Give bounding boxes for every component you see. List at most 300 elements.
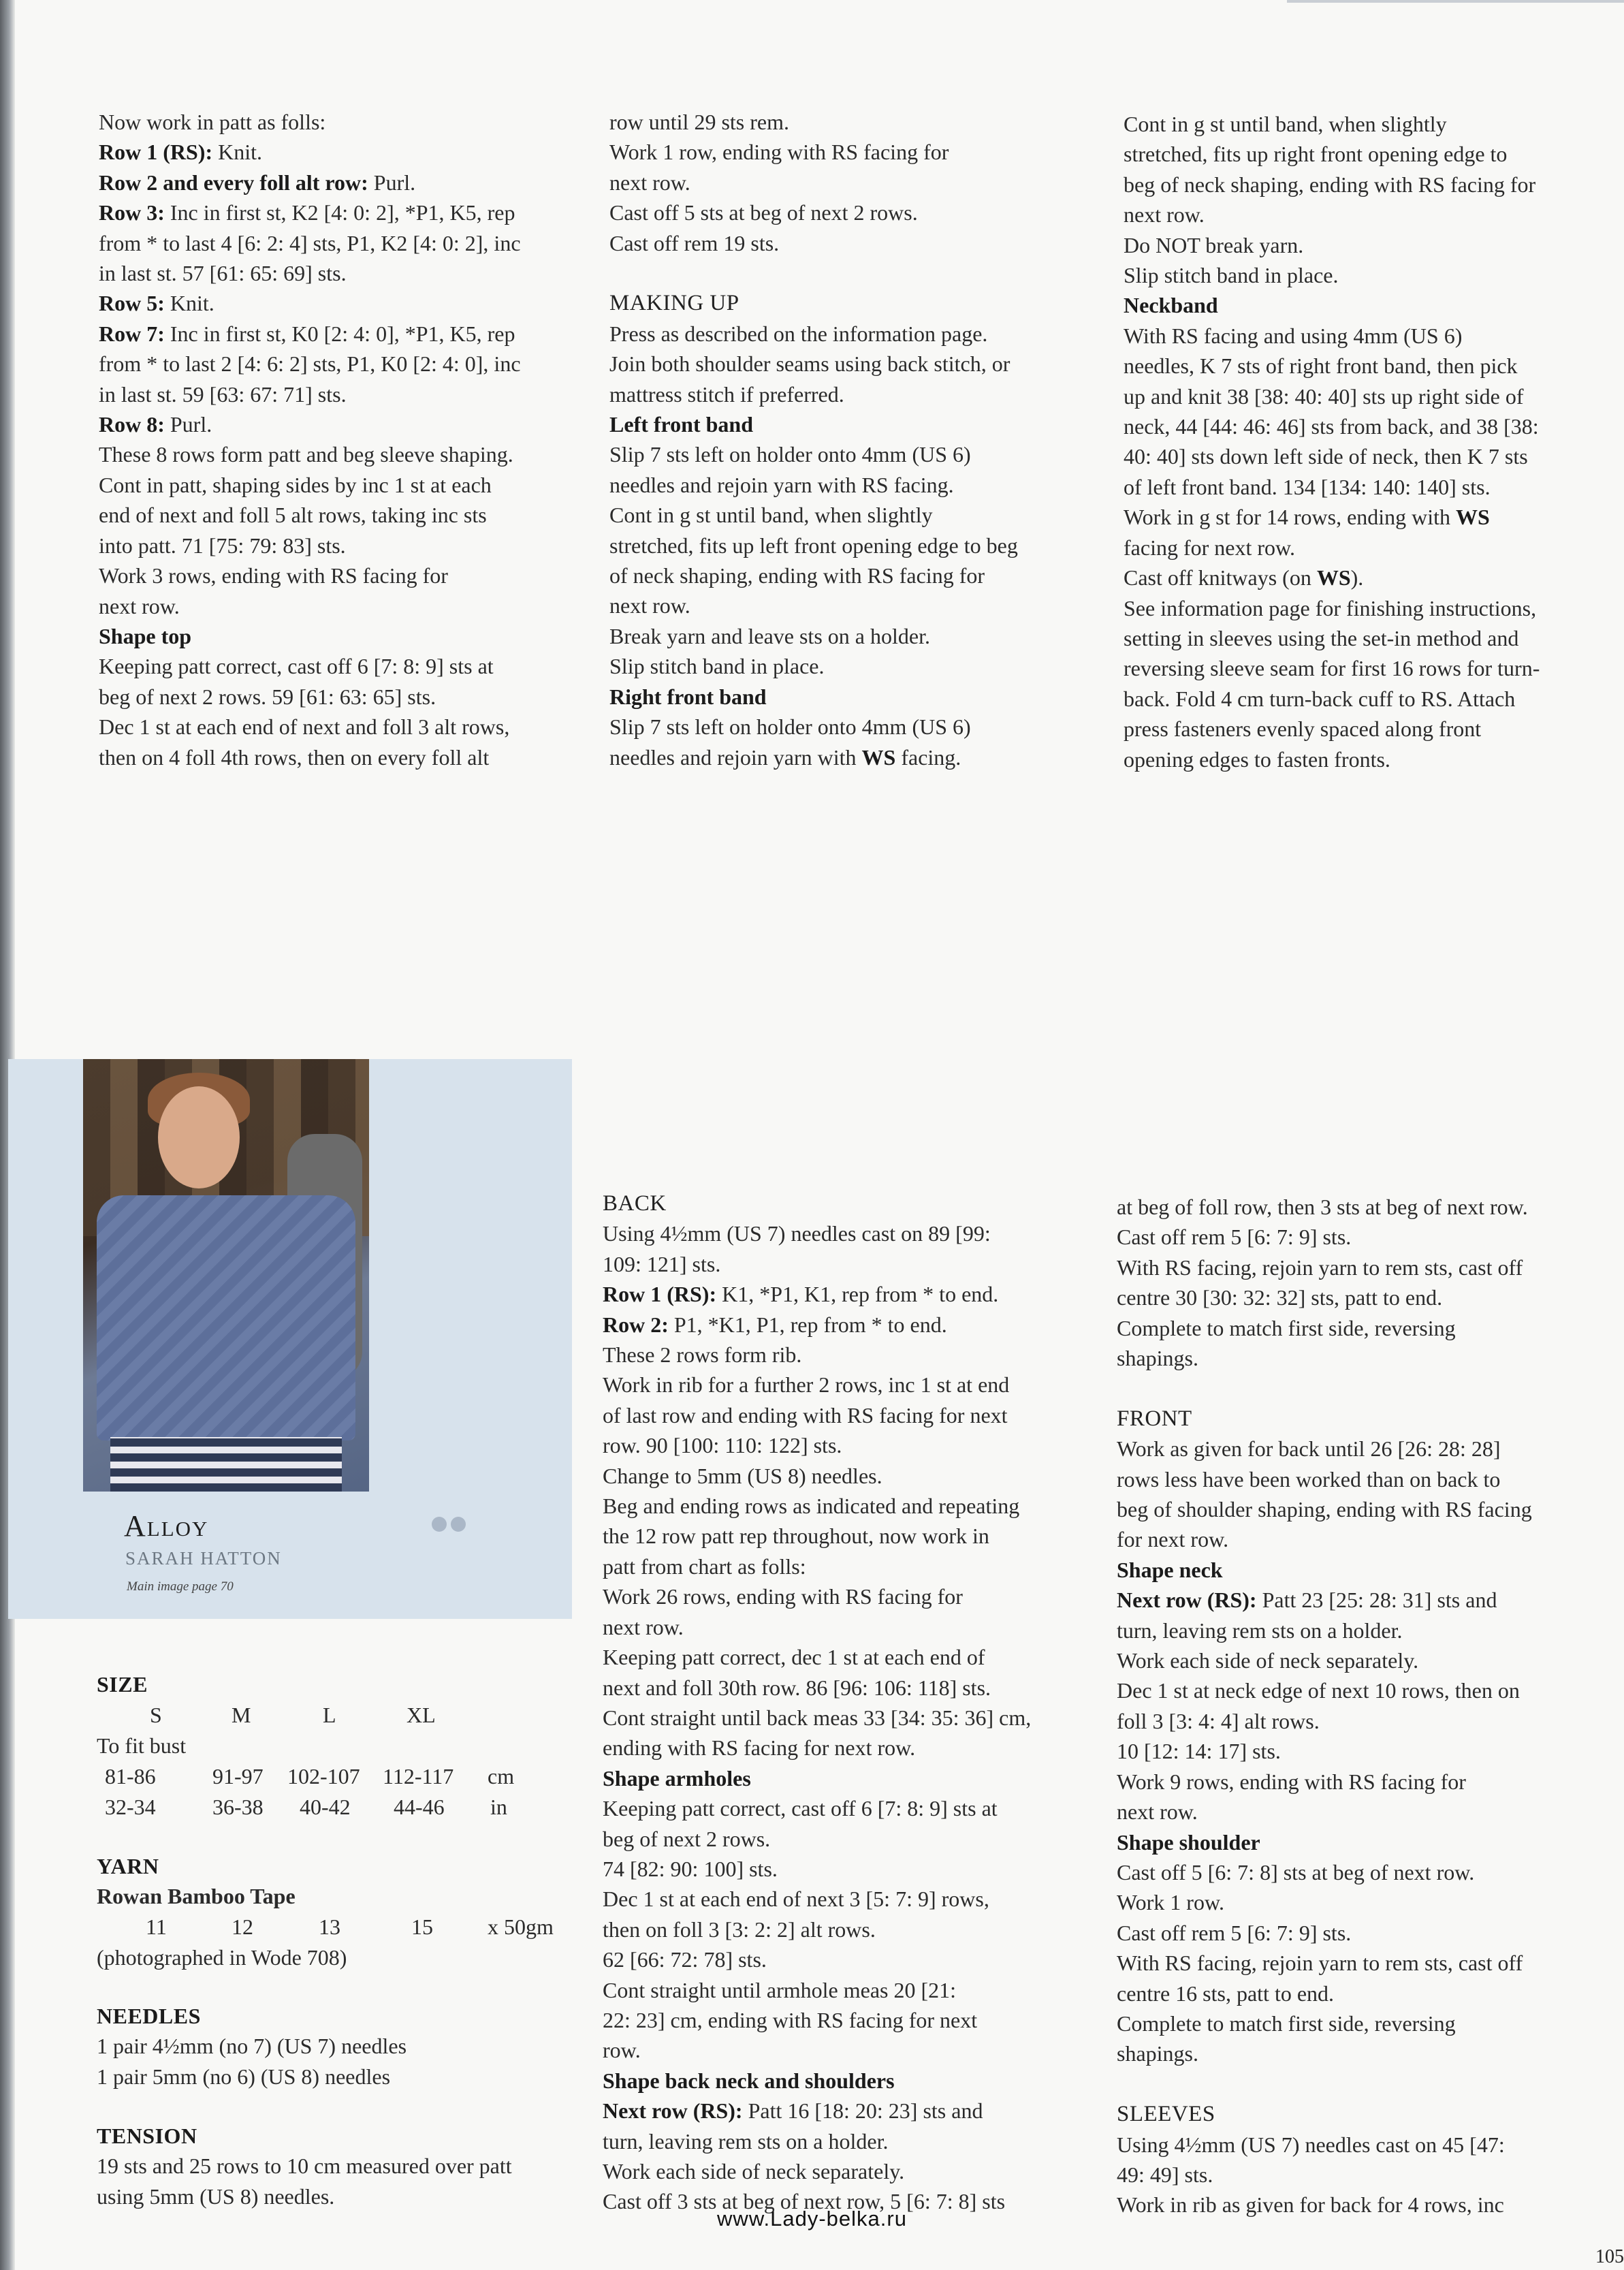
instruction-text: shapings. — [1117, 2041, 1198, 2066]
instruction-text: 109: 121] sts. — [603, 1251, 721, 1276]
instruction-line — [1124, 260, 1540, 290]
instruction-line — [603, 1612, 1031, 1642]
instruction-text: Dec 1 st at each end of next 3 [5: 7: 9] rows, — [603, 1887, 989, 1912]
row-label: Row 8: — [99, 412, 165, 437]
row-label: Right front band — [609, 684, 767, 709]
instruction-line — [603, 1854, 1031, 1884]
instruction-line — [1117, 1524, 1532, 1554]
instruction-line — [1117, 2008, 1532, 2038]
instruction-line — [1117, 1222, 1532, 1252]
instruction-line — [1124, 351, 1540, 381]
instruction-text: Work each side of neck separately. — [1117, 1648, 1419, 1673]
instruction-text: end of next and foll 5 alt rows, taking inc sts — [99, 503, 487, 528]
instruction-text: ). — [1350, 565, 1364, 590]
instruction-text: neck, 44 [44: 46: 46] sts from back, and 38 [38: — [1124, 414, 1539, 439]
instruction-line — [603, 1884, 1031, 1914]
instruction-line — [609, 379, 1018, 409]
instruction-text: the 12 row patt rep throughout, now work in — [603, 1524, 989, 1549]
row-label: Row 2: — [603, 1312, 669, 1337]
instruction-text: from * to last 4 [6: 2: 4] sts, P1, K2 [4: 0: 2], inc — [99, 230, 521, 255]
instruction-text: K1, *P1, K1, rep from * to end. — [716, 1282, 999, 1307]
column-3-neckband — [1124, 109, 1540, 774]
instruction-text: then on 4 foll 4th rows, then on every foll alt — [99, 744, 490, 770]
instruction-line — [609, 198, 1018, 227]
instruction-line — [99, 470, 521, 500]
spacer — [1117, 1373, 1532, 1403]
section-heading: SLEEVES — [1117, 2102, 1215, 2127]
emphasis-text: WS — [1316, 565, 1351, 590]
model-photo — [83, 1059, 369, 1492]
instruction-line — [99, 409, 521, 439]
instruction-line — [1117, 1282, 1532, 1312]
instruction-text: into patt. 71 [75: 79: 83] sts. — [99, 533, 346, 558]
needles-heading: NEEDLES — [97, 2004, 201, 2028]
instruction-text: Patt 23 [25: 28: 31] sts and — [1256, 1588, 1497, 1613]
instruction-line — [1124, 533, 1540, 563]
instruction-text: turn, leaving rem sts on a holder. — [603, 2128, 889, 2154]
instruction-line — [99, 198, 521, 227]
section-heading: FRONT — [1117, 1406, 1192, 1431]
bust-cm-unit: cm — [488, 1764, 515, 1788]
instruction-text: Work each side of neck separately. — [603, 2159, 905, 2184]
instruction-text: of last row and ending with RS facing for next — [603, 1402, 1008, 1428]
size-label: XL — [407, 1703, 436, 1727]
instruction-line — [1117, 1434, 1532, 1464]
instruction-text: next row. — [99, 593, 180, 618]
lace-sweater — [97, 1195, 355, 1440]
instruction-line — [1117, 1585, 1532, 1615]
instruction-line — [99, 288, 521, 318]
instruction-line — [609, 651, 1018, 681]
instruction-line — [603, 1521, 1031, 1551]
instruction-line — [603, 2126, 1031, 2156]
instruction-text: facing for next row. — [1124, 535, 1296, 560]
instruction-text: Cont in g st until band, when slightly — [609, 503, 933, 528]
instruction-line — [99, 137, 521, 167]
instruction-text: Work 1 row. — [1117, 1890, 1224, 1915]
instruction-line — [1124, 744, 1540, 774]
instruction-line — [1124, 684, 1540, 714]
instruction-text: facing. — [895, 744, 961, 770]
bust-cm-value: 91-97 — [212, 1764, 264, 1788]
instruction-line — [609, 228, 1018, 258]
instruction-text: Cast off rem 19 sts. — [609, 230, 780, 255]
instruction-line — [1117, 1313, 1532, 1343]
instruction-line — [603, 1279, 1031, 1309]
instruction-text: Beg and ending rows as indicated and repeating — [603, 1494, 1020, 1519]
instruction-text: 40: 40] sts down left side of neck, then K 7 sts — [1124, 444, 1528, 469]
bust-in-value: 32-34 — [105, 1795, 156, 1819]
pattern-title: Alloy — [124, 1509, 209, 1543]
instruction-text: rows less have been worked than on back to — [1117, 1466, 1501, 1492]
difficulty-dots — [432, 1517, 470, 1535]
instruction-text: 74 [82: 90: 100] sts. — [603, 1856, 778, 1881]
yarn-amount: 13 — [319, 1914, 340, 1939]
instruction-line — [99, 319, 521, 349]
instruction-line — [603, 1310, 1031, 1340]
instruction-text: Join both shoulder seams using back stitch, or — [609, 351, 1010, 377]
instruction-line — [603, 2035, 1031, 2065]
instruction-line — [99, 682, 521, 712]
column-1-sleeves-continued — [99, 107, 521, 772]
instruction-text: Purl. — [368, 170, 416, 195]
instruction-text: Purl. — [164, 412, 212, 437]
instruction-text: next row. — [609, 170, 690, 195]
instruction-text: Slip stitch band in place. — [609, 654, 825, 679]
yarn-amount: 12 — [232, 1914, 253, 1939]
instruction-text: Using 4½mm (US 7) needles cast on 89 [99: — [603, 1221, 991, 1246]
instruction-line — [1124, 109, 1540, 139]
instruction-line — [1117, 1736, 1532, 1766]
instruction-line — [1117, 2160, 1532, 2190]
instruction-line — [603, 1914, 1031, 1944]
instruction-text: in last st. 57 [61: 65: 69] sts. — [99, 261, 347, 286]
instruction-line — [1124, 623, 1540, 653]
instruction-text: at beg of foll row, then 3 sts at beg of next row. — [1117, 1195, 1528, 1219]
row-label: Row 5: — [99, 291, 165, 316]
instruction-text: Cast off rem 5 [6: 7: 9] sts. — [1117, 1225, 1352, 1250]
instruction-text: back. Fold 4 cm turn-back cuff to RS. Attach — [1124, 686, 1516, 711]
instruction-text: Cont straight until back meas 33 [34: 35: 36] cm, — [603, 1705, 1032, 1730]
instruction-text: See information page for finishing instructions, — [1124, 595, 1537, 620]
instruction-line — [609, 531, 1018, 561]
column-2-making-up — [609, 107, 1018, 772]
pattern-info-panel — [8, 1059, 572, 1619]
instruction-text: Work 9 rows, ending with RS facing for — [1117, 1769, 1466, 1794]
subsection-heading — [609, 409, 1018, 439]
instruction-text: These 8 rows form patt and beg sleeve shaping. — [99, 442, 513, 467]
size-label: S — [150, 1703, 162, 1727]
instruction-text: needles and rejoin yarn with RS facing. — [609, 472, 954, 497]
instruction-line — [603, 2096, 1031, 2126]
instruction-text: beg of next 2 rows. — [603, 1826, 771, 1851]
instruction-line — [609, 590, 1018, 620]
instruction-text: opening edges to fasten fronts. — [1124, 746, 1390, 772]
instruction-text: next and foll 30th row. 86 [96: 106: 118] sts. — [603, 1675, 991, 1700]
row-label: Neckband — [1124, 293, 1218, 318]
instruction-line — [603, 1824, 1031, 1854]
instruction-text: Cast off 3 sts at beg of next row, 5 [6: 7: 8] sts — [603, 2189, 1006, 2214]
section-heading: BACK — [603, 1191, 667, 1216]
tension-line: 19 sts and 25 rows to 10 cm measured over patt — [97, 2154, 512, 2178]
size-label: L — [323, 1703, 336, 1727]
instruction-line — [1117, 1857, 1532, 1887]
instruction-line — [1124, 593, 1540, 623]
instruction-line — [603, 1642, 1031, 1672]
instruction-line — [603, 1703, 1031, 1733]
bust-cm-value: 112-117 — [383, 1764, 454, 1788]
row-label: Shape top — [99, 623, 192, 648]
instruction-line — [1124, 230, 1540, 260]
instruction-text: Keeping patt correct, cast off 6 [7: 8: 9] sts at — [603, 1796, 998, 1821]
spacer — [609, 258, 1018, 288]
difficulty-dot-icon — [451, 1517, 466, 1532]
instruction-line — [603, 2005, 1031, 2035]
instruction-line — [603, 1340, 1031, 1370]
instruction-line — [1117, 1252, 1532, 1282]
instruction-text: Dec 1 st at neck edge of next 10 rows, then on — [1117, 1678, 1520, 1703]
needle-item: 1 pair 4½mm (no 7) (US 7) needles — [97, 2034, 407, 2058]
instruction-line — [603, 1491, 1031, 1521]
instruction-line — [1117, 1948, 1532, 1978]
row-label: Row 1 (RS): — [99, 140, 213, 165]
row-label: Row 3: — [99, 200, 165, 225]
instruction-line — [1117, 1979, 1532, 2008]
instruction-text: Cast off 5 [6: 7: 8] sts at beg of next row. — [1117, 1859, 1475, 1885]
bust-in-value: 40-42 — [300, 1795, 351, 1819]
instruction-text: row. 90 [100: 110: 122] sts. — [603, 1433, 842, 1458]
size-heading: SIZE — [97, 1672, 148, 1697]
bust-in-unit: in — [490, 1795, 507, 1819]
instruction-text: Using 4½mm (US 7) needles cast on 45 [47: — [1117, 2132, 1505, 2157]
instruction-text: of left front band. 134 [134: 140: 140] sts. — [1124, 474, 1491, 499]
instruction-text: row until 29 sts rem. — [609, 110, 789, 134]
row-label: Shape shoulder — [1117, 1829, 1260, 1855]
instruction-line — [1117, 1645, 1532, 1675]
instruction-line — [1124, 170, 1540, 200]
instruction-line — [99, 742, 521, 772]
model-face — [158, 1086, 240, 1188]
subsection-heading — [1117, 1827, 1532, 1857]
instruction-text: Dec 1 st at each end of next and foll 3 alt rows, — [99, 714, 510, 740]
instruction-text: Work 26 rows, ending with RS facing for — [603, 1584, 963, 1609]
instruction-line — [99, 349, 521, 379]
instruction-text: next row. — [1117, 1799, 1198, 1825]
instruction-line — [603, 1944, 1031, 1974]
instruction-line — [1124, 441, 1540, 471]
instruction-line — [1117, 1343, 1532, 1373]
instruction-text: beg of neck shaping, ending with RS facing for — [1124, 172, 1536, 197]
yarn-amount: 11 — [146, 1914, 167, 1939]
instruction-line — [99, 228, 521, 258]
emphasis-text: WS — [1456, 505, 1490, 530]
instruction-text: Work 1 row, ending with RS facing for — [609, 140, 949, 165]
instruction-text: foll 3 [3: 4: 4] alt rows. — [1117, 1708, 1320, 1733]
instruction-text: Slip 7 sts left on holder onto 4mm (US 6) — [609, 442, 971, 467]
instruction-text: Keeping patt correct, dec 1 st at each end of — [603, 1645, 985, 1670]
instruction-line — [609, 712, 1018, 742]
instruction-line — [603, 2156, 1031, 2186]
instruction-text: from * to last 2 [4: 6: 2] sts, P1, K0 [2: 4: 0], inc — [99, 351, 521, 377]
instruction-text: turn, leaving rem sts on a holder. — [1117, 1618, 1403, 1643]
instruction-line — [1117, 1675, 1532, 1705]
instruction-text: Break yarn and leave sts on a holder. — [609, 623, 930, 648]
instruction-text: beg of next 2 rows. 59 [61: 63: 65] sts. — [99, 684, 436, 709]
instruction-line — [99, 500, 521, 530]
instruction-line — [1124, 472, 1540, 502]
instruction-line — [603, 1673, 1031, 1703]
instruction-text: next row. — [1124, 202, 1205, 227]
instruction-line — [603, 1430, 1031, 1460]
tension-heading: TENSION — [97, 2124, 197, 2148]
instruction-text: then on foll 3 [3: 2: 2] alt rows. — [603, 1917, 876, 1942]
instruction-line — [99, 107, 521, 137]
instruction-line — [99, 561, 521, 590]
instruction-text: Cast off knitways (on — [1124, 565, 1317, 590]
instruction-text: row. — [603, 2038, 641, 2063]
website-watermark: www.Lady-belka.ru — [717, 2207, 907, 2230]
column-2-back-section — [603, 1188, 1031, 2217]
instruction-line — [1117, 1494, 1532, 1524]
row-label: Shape back neck and shoulders — [603, 2068, 895, 2093]
instruction-line — [1124, 200, 1540, 230]
instruction-line — [1117, 2130, 1532, 2160]
instruction-text: 22: 23] cm, ending with RS facing for next — [603, 2007, 978, 2032]
instruction-text: Cont in g st until band, when slightly — [1124, 112, 1447, 136]
instruction-text: Slip stitch band in place. — [1124, 263, 1339, 288]
instruction-text: next row. — [609, 593, 690, 618]
instruction-text: ending with RS facing for next row. — [603, 1735, 916, 1761]
bust-cm-value: 102-107 — [287, 1764, 360, 1788]
instruction-line — [609, 470, 1018, 500]
instruction-text: 62 [66: 72: 78] sts. — [603, 1947, 767, 1972]
difficulty-dot-icon — [432, 1517, 447, 1532]
instruction-line — [609, 439, 1018, 469]
instruction-text: Cont straight until armhole meas 20 [21: — [603, 1977, 957, 2002]
instruction-line — [1117, 2038, 1532, 2068]
instruction-line — [1117, 1918, 1532, 1948]
row-label: Left front band — [609, 412, 753, 437]
instruction-text: patt from chart as folls: — [603, 1554, 806, 1579]
spacer — [1117, 2069, 1532, 2099]
instruction-line — [609, 137, 1018, 167]
instruction-line — [99, 258, 521, 288]
row-label: Shape armholes — [603, 1765, 751, 1791]
instruction-line — [99, 379, 521, 409]
instruction-line — [1117, 1797, 1532, 1827]
striped-skirt — [110, 1437, 342, 1492]
instruction-line — [609, 561, 1018, 590]
emphasis-text: WS — [861, 744, 896, 770]
subsection-heading — [603, 1763, 1031, 1793]
instruction-text: of neck shaping, ending with RS facing for — [609, 563, 985, 588]
yarn-unit: x 50gm — [488, 1914, 554, 1939]
instruction-line — [603, 1733, 1031, 1763]
instruction-text: Cont in patt, shaping sides by inc 1 st at each — [99, 472, 492, 497]
instruction-text: Knit. — [164, 291, 214, 316]
instruction-line — [1124, 563, 1540, 593]
instruction-line — [603, 1975, 1031, 2005]
main-image-page-ref: Main image page 70 — [127, 1579, 234, 1594]
instruction-text: press fasteners evenly spaced along front — [1124, 716, 1482, 742]
instruction-line — [609, 500, 1018, 530]
instruction-line — [1124, 502, 1540, 532]
instruction-text: Press as described on the information page. — [609, 321, 988, 346]
yarn-shade-note: (photographed in Wode 708) — [97, 1945, 347, 1970]
instruction-text: centre 30 [30: 32: 32] sts, patt to end. — [1117, 1285, 1443, 1310]
instruction-text: up and knit 38 [38: 40: 40] sts up right side of — [1124, 383, 1524, 409]
instruction-text: Inc in first st, K2 [4: 0: 2], *P1, K5, rep — [164, 200, 515, 225]
instruction-text: Work in g st for 14 rows, ending with — [1124, 505, 1456, 530]
instruction-line — [609, 319, 1018, 349]
instruction-text: stretched, fits up left front opening edge to beg — [609, 533, 1018, 558]
instruction-text: Cast off rem 5 [6: 7: 9] sts. — [1117, 1920, 1352, 1945]
instruction-line — [99, 168, 521, 198]
yarn-name: Rowan Bamboo Tape — [97, 1884, 296, 1908]
instruction-line — [1117, 1615, 1532, 1645]
instruction-line — [1124, 321, 1540, 351]
bust-in-value: 36-38 — [212, 1795, 264, 1819]
instruction-line — [1117, 1192, 1532, 1222]
row-label: Next row (RS): — [603, 2098, 743, 2124]
instruction-line — [1117, 1887, 1532, 1917]
subsection-heading — [99, 621, 521, 651]
instruction-line — [603, 1400, 1031, 1430]
instruction-text: reversing sleeve seam for first 16 rows for turn- — [1124, 656, 1540, 681]
row-label: Shape neck — [1117, 1557, 1223, 1582]
page-number: 105 — [1595, 2246, 1624, 2267]
instruction-text: needles, K 7 sts of right front band, then pick — [1124, 353, 1518, 379]
instruction-text: next row. — [603, 1614, 684, 1639]
instruction-text: Work as given for back until 26 [26: 28: 28] — [1117, 1436, 1501, 1462]
subsection-heading — [603, 2066, 1031, 2096]
yarn-amount: 15 — [411, 1914, 433, 1939]
instruction-line — [1117, 1767, 1532, 1797]
instruction-text: Complete to match first side, reversing — [1117, 2011, 1456, 2036]
instruction-text: stretched, fits up right front opening edge to — [1124, 142, 1508, 167]
row-label: Row 2 and every foll alt row: — [99, 170, 368, 195]
instruction-line — [1124, 381, 1540, 411]
instruction-text: Inc in first st, K0 [2: 4: 0], *P1, K5, rep — [164, 321, 515, 346]
instruction-line — [609, 742, 1018, 772]
instruction-line — [603, 1218, 1031, 1248]
instruction-text: Slip 7 sts left on holder onto 4mm (US 6) — [609, 714, 971, 740]
instruction-text: centre 16 sts, patt to end. — [1117, 1981, 1335, 2006]
size-label: M — [232, 1703, 251, 1727]
instruction-text: Knit. — [212, 140, 262, 165]
instruction-text: in last st. 59 [63: 67: 71] sts. — [99, 381, 347, 407]
instruction-line — [1124, 714, 1540, 744]
instruction-text: Complete to match first side, reversing — [1117, 1315, 1456, 1340]
instruction-text: Work 3 rows, ending with RS facing for — [99, 563, 448, 588]
instruction-text: Work in rib as given for back for 4 rows, inc — [1117, 2192, 1504, 2218]
instruction-line — [99, 651, 521, 681]
bust-in-value: 44-46 — [394, 1795, 445, 1819]
row-label: Row 7: — [99, 321, 165, 346]
instruction-text: Do NOT break yarn. — [1124, 232, 1304, 257]
instruction-text: Now work in patt as folls: — [99, 110, 326, 134]
instruction-line — [603, 1793, 1031, 1823]
instruction-line — [99, 712, 521, 742]
tension-line: using 5mm (US 8) needles. — [97, 2184, 335, 2209]
instruction-text: setting in sleeves using the set-in method and — [1124, 625, 1519, 650]
subsection-heading — [1124, 290, 1540, 320]
subsection-heading — [1117, 1555, 1532, 1585]
instruction-line — [609, 168, 1018, 198]
yarn-heading: YARN — [97, 1854, 159, 1878]
instruction-text: mattress stitch if preferred. — [609, 381, 844, 407]
instruction-text: Work in rib for a further 2 rows, inc 1 st at end — [603, 1372, 1010, 1398]
instruction-line — [1124, 411, 1540, 441]
instruction-line — [603, 1581, 1031, 1611]
section-heading: MAKING UP — [609, 291, 739, 316]
needle-item: 1 pair 5mm (no 6) (US 8) needles — [97, 2064, 391, 2089]
instruction-text: 10 [12: 14: 17] sts. — [1117, 1739, 1281, 1764]
instruction-text: Patt 16 [18: 20: 23] sts and — [742, 2098, 983, 2124]
row-label: Next row (RS): — [1117, 1588, 1257, 1613]
instruction-text: 49: 49] sts. — [1117, 2162, 1213, 2187]
instruction-text: With RS facing and using 4mm (US 6) — [1124, 323, 1463, 348]
instruction-line — [1124, 139, 1540, 169]
column-3-front-section — [1117, 1192, 1532, 2220]
instruction-line — [99, 531, 521, 561]
instruction-line — [603, 1551, 1031, 1581]
instruction-text: for next row. — [1117, 1527, 1229, 1552]
instruction-line — [603, 1249, 1031, 1279]
top-edge-line — [1287, 0, 1624, 3]
instruction-line — [603, 1461, 1031, 1491]
instruction-line — [1117, 1464, 1532, 1494]
